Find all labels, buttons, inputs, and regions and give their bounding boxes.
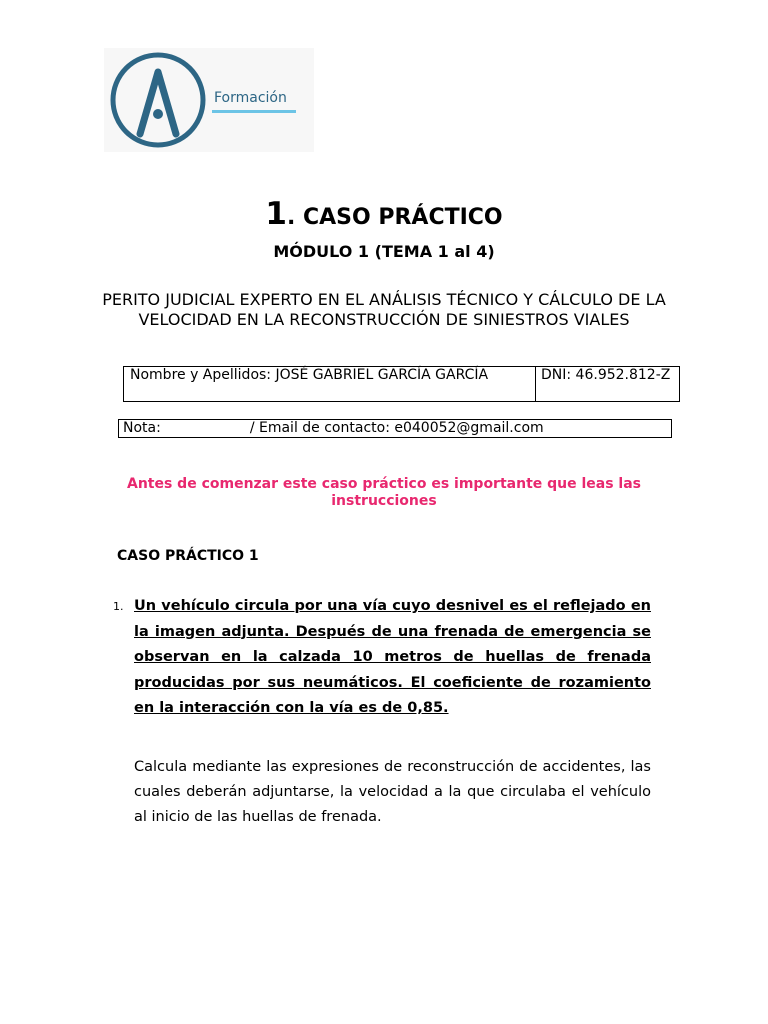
student-name: Nombre y Apellidos: JOSÉ GABRIEL GARCÍA GARCÍA [124,367,536,401]
question-statement: Un vehículo circula por una vía cuyo desnivel es el reflejado en la imagen adjunta. Después de una frenada de emergencia se observan en la calzada 10 metros de huellas de frenada producidas por sus neumáticos. El coeficiente de rozamiento en la interacción con la vía es de 0,85. [134,598,651,716]
question-instruction: Calcula mediante las expresiones de reconstrucción de accidentes, las cuales deberán adjuntarse, la velocidad a la que circulaba el vehículo al inicio de las huellas de frenada. [134,759,651,825]
student-info-box [123,366,680,402]
student-dni: DNI: 46.952.812-Z [541,367,671,383]
logo-a-icon [104,48,214,152]
formacion-logo [104,48,314,152]
question-number: 1. [113,600,124,613]
title-text: . CASO PRÁCTICO [286,205,503,230]
instructions-warning: Antes de comenzar este caso práctico es importante que leas las instrucciones [126,476,642,509]
section-title: CASO PRÁCTICO 1 [117,548,259,564]
logo-text: Formación [214,90,287,106]
logo-underline [212,110,296,113]
page-title [0,196,768,232]
title-number: 1 [265,196,287,232]
course-title: PERITO JUDICIAL EXPERTO EN EL ANÁLISIS TÉCNICO Y CÁLCULO DE LA VELOCIDAD EN LA RECONSTRUCCIÓN DE SINIESTROS VIALES [102,290,666,329]
nota-email-box: Nota: / Email de contacto: e040052@gmail.com [118,419,672,438]
module-subtitle: MÓDULO 1 (TEMA 1 al 4) [273,242,495,261]
